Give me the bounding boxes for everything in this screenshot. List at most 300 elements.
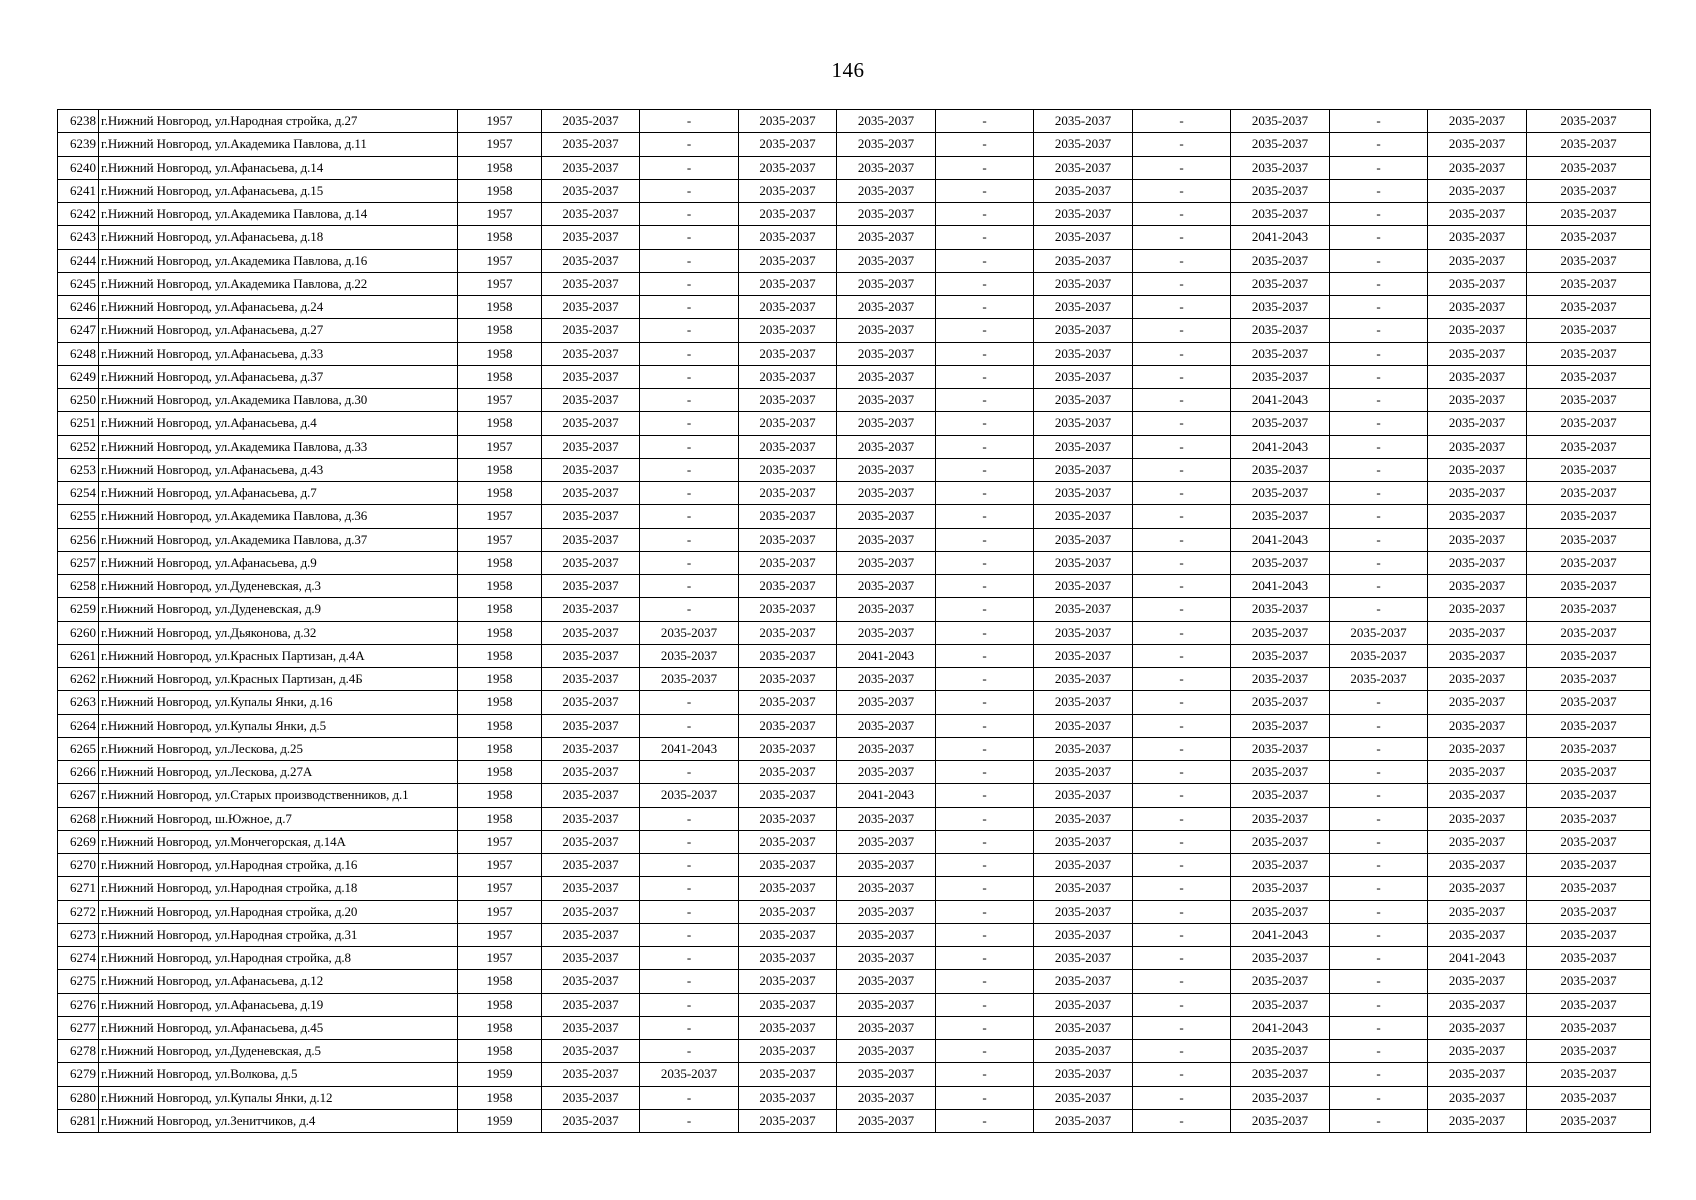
table-row xyxy=(58,249,1651,272)
cell-col-4: 2035-2037 xyxy=(542,877,640,900)
cell-col-5: - xyxy=(640,179,739,202)
cell-col-6: 2035-2037 xyxy=(739,947,837,970)
cell-col-6: 2035-2037 xyxy=(739,970,837,993)
cell-col-11: 2035-2037 xyxy=(1231,993,1330,1016)
table-row xyxy=(58,598,1651,621)
cell-col-9: 2035-2037 xyxy=(1034,575,1133,598)
cell-address: г.Нижний Новгород, ул.Народная стройка, д.16 xyxy=(99,854,458,877)
cell-col-14: 2035-2037 xyxy=(1527,458,1651,481)
cell-col-12: - xyxy=(1330,296,1428,319)
cell-address: г.Нижний Новгород, ул.Афанасьева, д.15 xyxy=(99,179,458,202)
cell-col-4: 2035-2037 xyxy=(542,668,640,691)
cell-col-5: - xyxy=(640,319,739,342)
cell-col-8: - xyxy=(936,923,1034,946)
cell-col-11: 2035-2037 xyxy=(1231,970,1330,993)
cell-col-12: - xyxy=(1330,179,1428,202)
cell-col-6: 2035-2037 xyxy=(739,435,837,458)
cell-col-11: 2035-2037 xyxy=(1231,1086,1330,1109)
cell-col-12: - xyxy=(1330,458,1428,481)
cell-col-13: 2035-2037 xyxy=(1428,296,1527,319)
cell-col-13: 2035-2037 xyxy=(1428,1109,1527,1132)
cell-row-number: 6261 xyxy=(58,644,99,667)
cell-col-11: 2035-2037 xyxy=(1231,365,1330,388)
cell-col-9: 2035-2037 xyxy=(1034,900,1133,923)
cell-col-12: - xyxy=(1330,389,1428,412)
cell-col-14: 2035-2037 xyxy=(1527,1016,1651,1039)
cell-col-11: 2035-2037 xyxy=(1231,644,1330,667)
cell-address: г.Нижний Новгород, ул.Дьяконова, д.32 xyxy=(99,621,458,644)
cell-col-14: 2035-2037 xyxy=(1527,528,1651,551)
cell-col-12: - xyxy=(1330,528,1428,551)
cell-col-6: 2035-2037 xyxy=(739,691,837,714)
cell-col-8: - xyxy=(936,528,1034,551)
cell-col-5: - xyxy=(640,900,739,923)
cell-col-5: - xyxy=(640,203,739,226)
cell-col-13: 2035-2037 xyxy=(1428,761,1527,784)
cell-address: г.Нижний Новгород, ул.Дуденевская, д.9 xyxy=(99,598,458,621)
cell-row-number: 6260 xyxy=(58,621,99,644)
cell-row-number: 6263 xyxy=(58,691,99,714)
cell-col-12: - xyxy=(1330,110,1428,133)
cell-row-number: 6254 xyxy=(58,482,99,505)
cell-col-10: - xyxy=(1133,1016,1231,1039)
cell-col-6: 2035-2037 xyxy=(739,1040,837,1063)
cell-col-13: 2035-2037 xyxy=(1428,714,1527,737)
cell-col-4: 2035-2037 xyxy=(542,110,640,133)
cell-col-8: - xyxy=(936,412,1034,435)
cell-build-year: 1958 xyxy=(458,226,542,249)
cell-col-10: - xyxy=(1133,365,1231,388)
cell-col-9: 2035-2037 xyxy=(1034,342,1133,365)
cell-col-5: - xyxy=(640,598,739,621)
table-row xyxy=(58,272,1651,295)
cell-col-13: 2035-2037 xyxy=(1428,365,1527,388)
cell-col-8: - xyxy=(936,203,1034,226)
cell-col-5: - xyxy=(640,342,739,365)
cell-col-13: 2035-2037 xyxy=(1428,993,1527,1016)
cell-col-14: 2035-2037 xyxy=(1527,1086,1651,1109)
cell-col-14: 2035-2037 xyxy=(1527,389,1651,412)
cell-col-6: 2035-2037 xyxy=(739,900,837,923)
cell-col-4: 2035-2037 xyxy=(542,1109,640,1132)
cell-build-year: 1958 xyxy=(458,319,542,342)
cell-col-11: 2035-2037 xyxy=(1231,296,1330,319)
cell-col-6: 2035-2037 xyxy=(739,133,837,156)
cell-col-10: - xyxy=(1133,947,1231,970)
cell-address: г.Нижний Новгород, ул.Афанасьева, д.33 xyxy=(99,342,458,365)
cell-row-number: 6275 xyxy=(58,970,99,993)
cell-col-5: - xyxy=(640,226,739,249)
cell-row-number: 6250 xyxy=(58,389,99,412)
cell-row-number: 6238 xyxy=(58,110,99,133)
cell-col-7: 2035-2037 xyxy=(837,691,936,714)
cell-row-number: 6268 xyxy=(58,807,99,830)
cell-col-14: 2035-2037 xyxy=(1527,482,1651,505)
cell-build-year: 1958 xyxy=(458,644,542,667)
cell-col-7: 2035-2037 xyxy=(837,551,936,574)
cell-col-9: 2035-2037 xyxy=(1034,296,1133,319)
cell-col-8: - xyxy=(936,482,1034,505)
cell-col-4: 2035-2037 xyxy=(542,923,640,946)
cell-col-6: 2035-2037 xyxy=(739,993,837,1016)
cell-col-7: 2035-2037 xyxy=(837,458,936,481)
cell-build-year: 1957 xyxy=(458,854,542,877)
cell-col-13: 2035-2037 xyxy=(1428,854,1527,877)
cell-address: г.Нижний Новгород, ул.Афанасьева, д.4 xyxy=(99,412,458,435)
table-row xyxy=(58,1016,1651,1039)
cell-address: г.Нижний Новгород, ул.Афанасьева, д.7 xyxy=(99,482,458,505)
cell-col-5: - xyxy=(640,389,739,412)
cell-col-6: 2035-2037 xyxy=(739,1109,837,1132)
cell-col-13: 2035-2037 xyxy=(1428,1086,1527,1109)
cell-col-8: - xyxy=(936,1063,1034,1086)
cell-col-14: 2035-2037 xyxy=(1527,1040,1651,1063)
cell-col-13: 2035-2037 xyxy=(1428,970,1527,993)
cell-col-14: 2035-2037 xyxy=(1527,249,1651,272)
cell-col-10: - xyxy=(1133,482,1231,505)
cell-col-8: - xyxy=(936,830,1034,853)
table-row xyxy=(58,575,1651,598)
cell-col-11: 2035-2037 xyxy=(1231,784,1330,807)
cell-col-13: 2035-2037 xyxy=(1428,110,1527,133)
cell-col-13: 2035-2037 xyxy=(1428,691,1527,714)
cell-col-13: 2035-2037 xyxy=(1428,1063,1527,1086)
cell-col-5: - xyxy=(640,807,739,830)
cell-col-14: 2035-2037 xyxy=(1527,830,1651,853)
cell-row-number: 6267 xyxy=(58,784,99,807)
cell-col-12: - xyxy=(1330,319,1428,342)
cell-col-11: 2035-2037 xyxy=(1231,272,1330,295)
cell-col-7: 2035-2037 xyxy=(837,923,936,946)
table-row xyxy=(58,807,1651,830)
cell-col-14: 2035-2037 xyxy=(1527,296,1651,319)
cell-col-7: 2035-2037 xyxy=(837,1016,936,1039)
cell-col-7: 2035-2037 xyxy=(837,900,936,923)
cell-build-year: 1958 xyxy=(458,1040,542,1063)
cell-col-8: - xyxy=(936,900,1034,923)
cell-col-7: 2035-2037 xyxy=(837,877,936,900)
cell-row-number: 6278 xyxy=(58,1040,99,1063)
cell-col-7: 2035-2037 xyxy=(837,598,936,621)
cell-col-13: 2035-2037 xyxy=(1428,272,1527,295)
cell-col-8: - xyxy=(936,365,1034,388)
cell-col-9: 2035-2037 xyxy=(1034,970,1133,993)
cell-col-4: 2035-2037 xyxy=(542,412,640,435)
table-row xyxy=(58,365,1651,388)
cell-col-14: 2035-2037 xyxy=(1527,737,1651,760)
cell-col-10: - xyxy=(1133,854,1231,877)
cell-col-5: 2035-2037 xyxy=(640,1063,739,1086)
cell-col-10: - xyxy=(1133,877,1231,900)
cell-col-12: - xyxy=(1330,947,1428,970)
cell-col-9: 2035-2037 xyxy=(1034,691,1133,714)
cell-col-4: 2035-2037 xyxy=(542,528,640,551)
cell-col-4: 2035-2037 xyxy=(542,784,640,807)
cell-build-year: 1958 xyxy=(458,342,542,365)
table-row xyxy=(58,761,1651,784)
cell-col-8: - xyxy=(936,1086,1034,1109)
cell-col-13: 2035-2037 xyxy=(1428,412,1527,435)
table-row xyxy=(58,993,1651,1016)
cell-col-12: - xyxy=(1330,226,1428,249)
cell-col-8: - xyxy=(936,598,1034,621)
cell-col-7: 2035-2037 xyxy=(837,412,936,435)
cell-col-6: 2035-2037 xyxy=(739,319,837,342)
cell-col-7: 2035-2037 xyxy=(837,133,936,156)
cell-col-12: - xyxy=(1330,854,1428,877)
cell-col-8: - xyxy=(936,133,1034,156)
cell-col-7: 2035-2037 xyxy=(837,156,936,179)
cell-col-10: - xyxy=(1133,1109,1231,1132)
cell-col-6: 2035-2037 xyxy=(739,272,837,295)
cell-address: г.Нижний Новгород, ул.Академика Павлова, д.22 xyxy=(99,272,458,295)
cell-col-6: 2035-2037 xyxy=(739,1063,837,1086)
cell-build-year: 1958 xyxy=(458,807,542,830)
cell-col-4: 2035-2037 xyxy=(542,761,640,784)
cell-col-14: 2035-2037 xyxy=(1527,110,1651,133)
cell-col-11: 2041-2043 xyxy=(1231,435,1330,458)
cell-col-10: - xyxy=(1133,784,1231,807)
cell-col-9: 2035-2037 xyxy=(1034,668,1133,691)
cell-col-10: - xyxy=(1133,412,1231,435)
cell-col-7: 2035-2037 xyxy=(837,970,936,993)
cell-build-year: 1958 xyxy=(458,784,542,807)
cell-row-number: 6256 xyxy=(58,528,99,551)
cell-col-8: - xyxy=(936,644,1034,667)
cell-col-7: 2035-2037 xyxy=(837,854,936,877)
cell-col-9: 2035-2037 xyxy=(1034,854,1133,877)
cell-col-5: - xyxy=(640,575,739,598)
cell-address: г.Нижний Новгород, ул.Народная стройка, д.20 xyxy=(99,900,458,923)
cell-build-year: 1958 xyxy=(458,761,542,784)
cell-col-11: 2035-2037 xyxy=(1231,761,1330,784)
cell-address: г.Нижний Новгород, ул.Народная стройка, д.27 xyxy=(99,110,458,133)
cell-address: г.Нижний Новгород, ул.Волкова, д.5 xyxy=(99,1063,458,1086)
cell-col-6: 2035-2037 xyxy=(739,156,837,179)
cell-col-9: 2035-2037 xyxy=(1034,272,1133,295)
cell-col-7: 2035-2037 xyxy=(837,575,936,598)
cell-col-14: 2035-2037 xyxy=(1527,551,1651,574)
cell-col-7: 2035-2037 xyxy=(837,761,936,784)
cell-col-8: - xyxy=(936,458,1034,481)
cell-col-6: 2035-2037 xyxy=(739,389,837,412)
cell-col-4: 2035-2037 xyxy=(542,1086,640,1109)
cell-address: г.Нижний Новгород, ул.Академика Павлова, д.36 xyxy=(99,505,458,528)
cell-build-year: 1957 xyxy=(458,505,542,528)
cell-col-5: - xyxy=(640,854,739,877)
cell-col-10: - xyxy=(1133,691,1231,714)
cell-row-number: 6258 xyxy=(58,575,99,598)
cell-row-number: 6244 xyxy=(58,249,99,272)
cell-col-12: - xyxy=(1330,993,1428,1016)
cell-col-8: - xyxy=(936,1109,1034,1132)
cell-address: г.Нижний Новгород, ул.Афанасьева, д.18 xyxy=(99,226,458,249)
cell-col-8: - xyxy=(936,226,1034,249)
cell-address: г.Нижний Новгород, ул.Афанасьева, д.12 xyxy=(99,970,458,993)
cell-col-7: 2035-2037 xyxy=(837,830,936,853)
table-row xyxy=(58,970,1651,993)
cell-address: г.Нижний Новгород, ул.Купалы Янки, д.16 xyxy=(99,691,458,714)
cell-col-7: 2041-2043 xyxy=(837,784,936,807)
cell-col-10: - xyxy=(1133,156,1231,179)
cell-col-10: - xyxy=(1133,551,1231,574)
cell-col-11: 2035-2037 xyxy=(1231,1063,1330,1086)
cell-col-5: - xyxy=(640,458,739,481)
cell-col-13: 2035-2037 xyxy=(1428,179,1527,202)
cell-col-12: - xyxy=(1330,807,1428,830)
cell-col-9: 2035-2037 xyxy=(1034,1086,1133,1109)
cell-col-9: 2035-2037 xyxy=(1034,505,1133,528)
cell-col-8: - xyxy=(936,110,1034,133)
cell-build-year: 1958 xyxy=(458,179,542,202)
cell-col-10: - xyxy=(1133,110,1231,133)
cell-col-11: 2035-2037 xyxy=(1231,342,1330,365)
cell-col-6: 2035-2037 xyxy=(739,877,837,900)
cell-col-9: 2035-2037 xyxy=(1034,249,1133,272)
cell-row-number: 6264 xyxy=(58,714,99,737)
cell-col-12: - xyxy=(1330,1109,1428,1132)
cell-build-year: 1957 xyxy=(458,877,542,900)
cell-col-8: - xyxy=(936,947,1034,970)
cell-col-11: 2035-2037 xyxy=(1231,668,1330,691)
cell-col-10: - xyxy=(1133,296,1231,319)
cell-build-year: 1958 xyxy=(458,970,542,993)
cell-address: г.Нижний Новгород, ул.Афанасьева, д.43 xyxy=(99,458,458,481)
cell-build-year: 1958 xyxy=(458,458,542,481)
cell-col-7: 2035-2037 xyxy=(837,1086,936,1109)
cell-col-7: 2035-2037 xyxy=(837,203,936,226)
cell-col-5: - xyxy=(640,365,739,388)
cell-col-9: 2035-2037 xyxy=(1034,179,1133,202)
cell-col-7: 2035-2037 xyxy=(837,737,936,760)
cell-col-8: - xyxy=(936,551,1034,574)
cell-col-8: - xyxy=(936,668,1034,691)
cell-build-year: 1958 xyxy=(458,1086,542,1109)
cell-row-number: 6239 xyxy=(58,133,99,156)
cell-address: г.Нижний Новгород, ул.Зенитчиков, д.4 xyxy=(99,1109,458,1132)
cell-col-4: 2035-2037 xyxy=(542,691,640,714)
cell-col-11: 2035-2037 xyxy=(1231,249,1330,272)
cell-col-8: - xyxy=(936,877,1034,900)
cell-col-10: - xyxy=(1133,435,1231,458)
cell-col-13: 2035-2037 xyxy=(1428,668,1527,691)
table-row xyxy=(58,551,1651,574)
cell-col-6: 2035-2037 xyxy=(739,203,837,226)
cell-build-year: 1958 xyxy=(458,621,542,644)
cell-build-year: 1958 xyxy=(458,598,542,621)
table-row xyxy=(58,342,1651,365)
cell-col-12: - xyxy=(1330,249,1428,272)
cell-row-number: 6253 xyxy=(58,458,99,481)
table-row xyxy=(58,528,1651,551)
cell-col-14: 2035-2037 xyxy=(1527,435,1651,458)
cell-col-10: - xyxy=(1133,389,1231,412)
cell-col-11: 2041-2043 xyxy=(1231,528,1330,551)
cell-col-7: 2035-2037 xyxy=(837,110,936,133)
table-row xyxy=(58,714,1651,737)
cell-col-12: 2035-2037 xyxy=(1330,621,1428,644)
cell-col-5: - xyxy=(640,761,739,784)
cell-col-7: 2035-2037 xyxy=(837,319,936,342)
table-row xyxy=(58,830,1651,853)
table-row xyxy=(58,1063,1651,1086)
cell-col-12: - xyxy=(1330,784,1428,807)
cell-col-6: 2035-2037 xyxy=(739,854,837,877)
table-row xyxy=(58,1109,1651,1132)
cell-col-14: 2035-2037 xyxy=(1527,900,1651,923)
cell-col-14: 2035-2037 xyxy=(1527,970,1651,993)
table-row xyxy=(58,900,1651,923)
cell-col-4: 2035-2037 xyxy=(542,644,640,667)
cell-col-9: 2035-2037 xyxy=(1034,551,1133,574)
cell-build-year: 1959 xyxy=(458,1109,542,1132)
cell-address: г.Нижний Новгород, ул.Афанасьева, д.14 xyxy=(99,156,458,179)
cell-row-number: 6255 xyxy=(58,505,99,528)
cell-build-year: 1957 xyxy=(458,947,542,970)
cell-col-5: - xyxy=(640,1040,739,1063)
cell-col-11: 2035-2037 xyxy=(1231,621,1330,644)
table-row xyxy=(58,947,1651,970)
cell-col-12: 2035-2037 xyxy=(1330,644,1428,667)
cell-col-10: - xyxy=(1133,458,1231,481)
cell-row-number: 6247 xyxy=(58,319,99,342)
cell-col-4: 2035-2037 xyxy=(542,970,640,993)
cell-col-5: - xyxy=(640,714,739,737)
cell-col-6: 2035-2037 xyxy=(739,110,837,133)
cell-col-13: 2035-2037 xyxy=(1428,737,1527,760)
cell-address: г.Нижний Новгород, ул.Купалы Янки, д.12 xyxy=(99,1086,458,1109)
cell-row-number: 6252 xyxy=(58,435,99,458)
cell-col-8: - xyxy=(936,737,1034,760)
cell-col-7: 2035-2037 xyxy=(837,226,936,249)
cell-col-6: 2035-2037 xyxy=(739,830,837,853)
cell-col-5: - xyxy=(640,110,739,133)
cell-build-year: 1958 xyxy=(458,551,542,574)
cell-col-13: 2035-2037 xyxy=(1428,598,1527,621)
cell-col-4: 2035-2037 xyxy=(542,621,640,644)
cell-col-10: - xyxy=(1133,203,1231,226)
cell-col-6: 2035-2037 xyxy=(739,342,837,365)
cell-col-7: 2035-2037 xyxy=(837,482,936,505)
cell-col-13: 2035-2037 xyxy=(1428,830,1527,853)
table-row xyxy=(58,296,1651,319)
cell-col-4: 2035-2037 xyxy=(542,1040,640,1063)
cell-row-number: 6259 xyxy=(58,598,99,621)
cell-col-10: - xyxy=(1133,668,1231,691)
cell-col-12: - xyxy=(1330,970,1428,993)
cell-col-11: 2041-2043 xyxy=(1231,1016,1330,1039)
cell-col-11: 2035-2037 xyxy=(1231,505,1330,528)
cell-col-6: 2035-2037 xyxy=(739,761,837,784)
cell-col-12: - xyxy=(1330,482,1428,505)
cell-col-5: - xyxy=(640,482,739,505)
cell-col-11: 2035-2037 xyxy=(1231,156,1330,179)
cell-col-9: 2035-2037 xyxy=(1034,389,1133,412)
cell-col-10: - xyxy=(1133,970,1231,993)
cell-col-10: - xyxy=(1133,226,1231,249)
cell-build-year: 1958 xyxy=(458,412,542,435)
cell-col-8: - xyxy=(936,272,1034,295)
cell-col-7: 2035-2037 xyxy=(837,249,936,272)
table-row xyxy=(58,133,1651,156)
cell-col-14: 2035-2037 xyxy=(1527,342,1651,365)
cell-row-number: 6277 xyxy=(58,1016,99,1039)
cell-col-11: 2035-2037 xyxy=(1231,203,1330,226)
table-row xyxy=(58,923,1651,946)
cell-col-7: 2035-2037 xyxy=(837,621,936,644)
cell-col-14: 2035-2037 xyxy=(1527,714,1651,737)
cell-col-8: - xyxy=(936,156,1034,179)
